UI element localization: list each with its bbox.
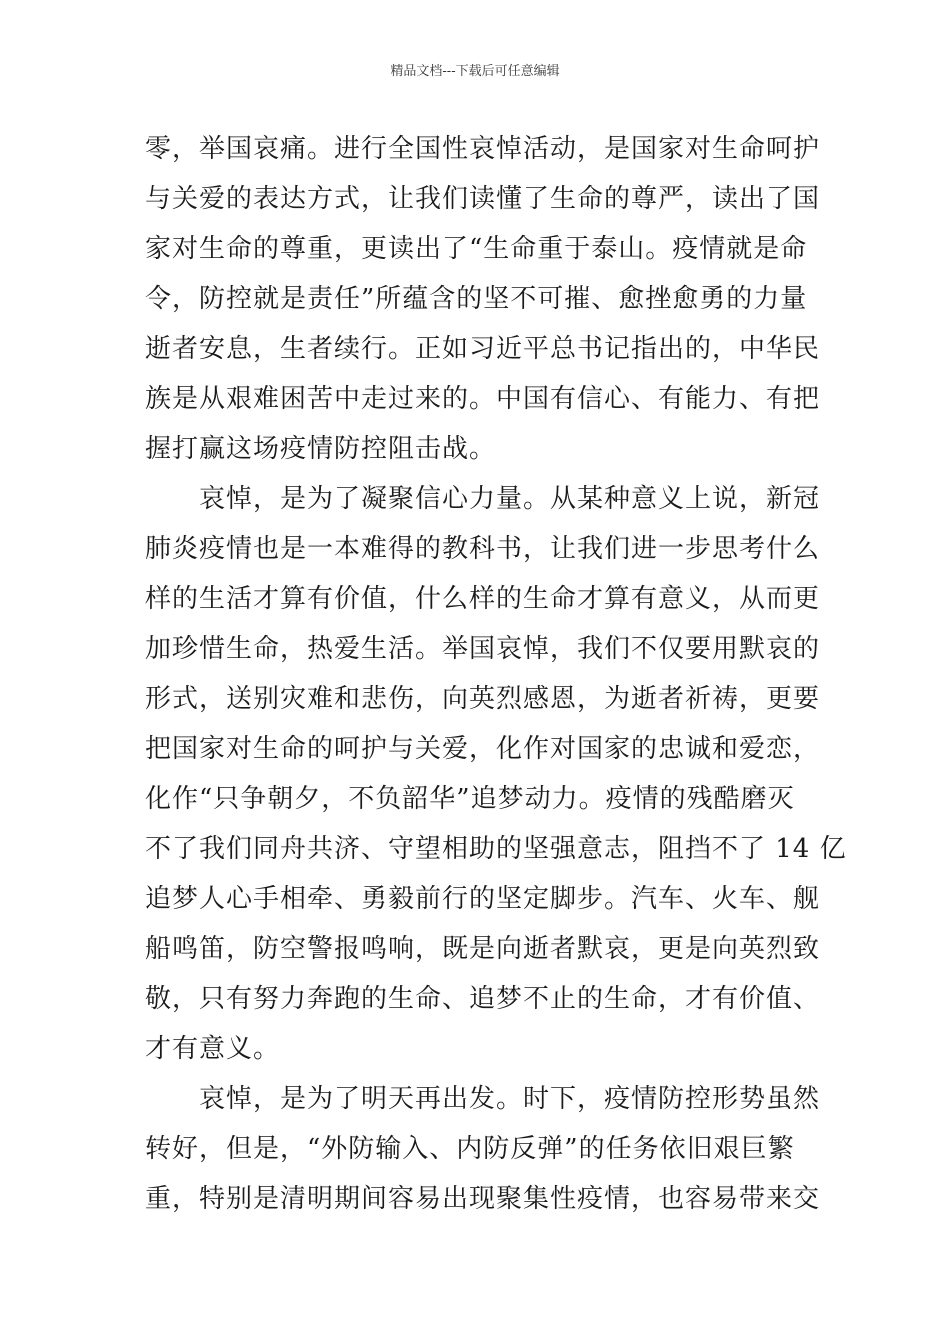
text-line: 哀悼，是为了凝聚信心力量。从某种意义上说，新冠 xyxy=(199,484,821,514)
text-line: 船鸣笛，防空警报鸣响，既是向逝者默哀，更是向英烈致 xyxy=(145,934,821,964)
text-line: 才有意义。 xyxy=(145,1034,281,1064)
text-line: 零，举国哀痛。进行全国性哀悼活动，是国家对生命呵护 xyxy=(145,134,821,164)
text-line: 样的生活才算有价值，什么样的生命才算有意义，从而更 xyxy=(145,584,821,614)
text-line: 肺炎疫情也是一本难得的教科书，让我们进一步思考什么 xyxy=(145,534,821,564)
text-line: 令，防控就是责任”所蕴含的坚不可摧、愈挫愈勇的力量 xyxy=(145,284,808,314)
text-line: 与关爱的表达方式，让我们读懂了生命的尊严，读出了国 xyxy=(145,184,821,214)
text-line: 敬，只有努力奔跑的生命、追梦不止的生命，才有价值、 xyxy=(145,984,821,1014)
text-line: 不了我们同舟共济、守望相助的坚强意志，阻挡不了 14 亿 xyxy=(145,834,847,864)
text-line: 化作“只争朝夕，不负韶华”追梦动力。疫情的残酷磨灭 xyxy=(145,784,795,814)
text-line: 重，特别是清明期间容易出现聚集性疫情，也容易带来交 xyxy=(145,1184,821,1214)
text-line: 家对生命的尊重，更读出了“生命重于泰山。疫情就是命 xyxy=(145,234,808,264)
document-body xyxy=(145,124,847,1224)
text-line: 逝者安息，生者续行。正如习近平总书记指出的，中华民 xyxy=(145,334,821,364)
text-line: 哀悼，是为了明天再出发。时下，疫情防控形势虽然 xyxy=(199,1084,821,1114)
paragraph-1 xyxy=(145,124,821,474)
text-line: 族是从艰难困苦中走过来的。中国有信心、有能力、有把 xyxy=(145,384,821,414)
paragraph-2 xyxy=(145,474,847,1074)
text-line: 转好，但是，“外防输入、内防反弹”的任务依旧艰巨繁 xyxy=(145,1134,795,1164)
text-line: 追梦人心手相牵、勇毅前行的坚定脚步。汽车、火车、舰 xyxy=(145,884,821,914)
paragraph-3 xyxy=(145,1074,821,1224)
text-line: 把国家对生命的呵护与关爱，化作对国家的忠诚和爱恋， xyxy=(145,734,821,764)
page-header: 精品文档---下载后可任意编辑 xyxy=(390,64,560,79)
text-line: 形式，送别灾难和悲伤，向英烈感恩，为逝者祈祷，更要 xyxy=(145,684,821,714)
text-line: 握打赢这场疫情防控阻击战。 xyxy=(145,434,497,464)
text-line: 加珍惜生命，热爱生活。举国哀悼，我们不仅要用默哀的 xyxy=(145,634,821,664)
